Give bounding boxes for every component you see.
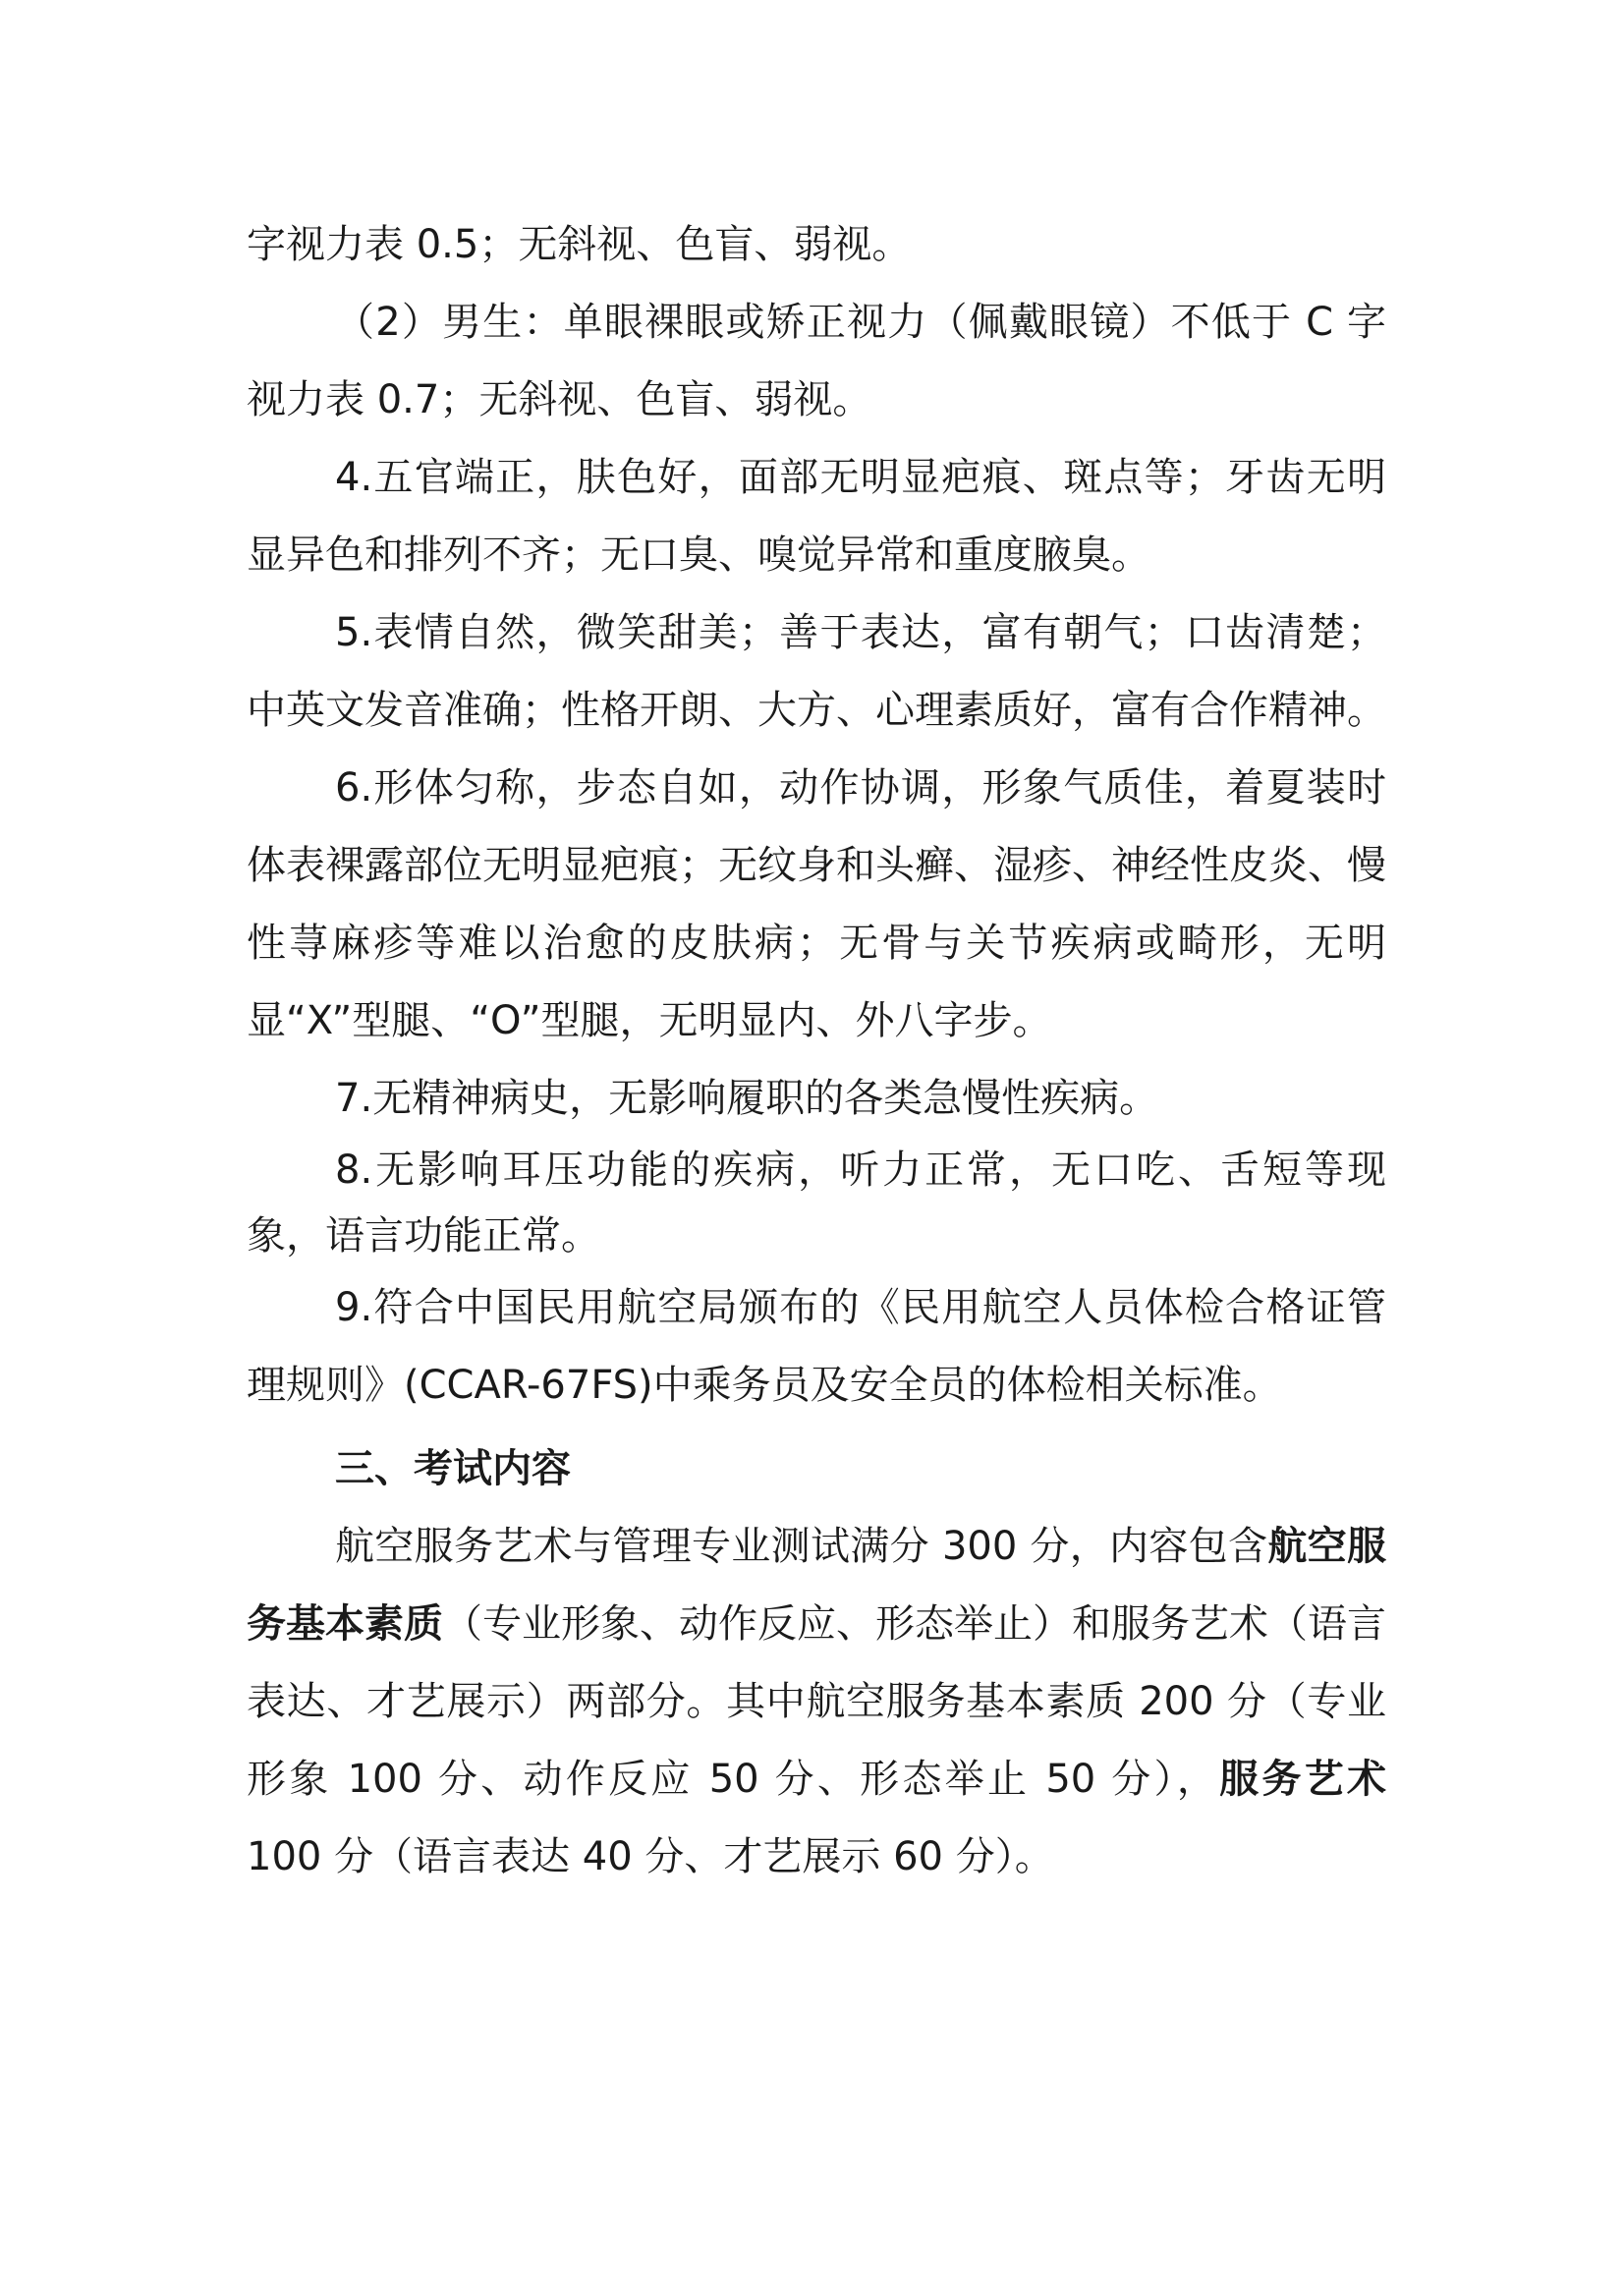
exam-bold-service-art: 服务艺术 bbox=[1219, 1757, 1386, 1802]
paragraph-item-6: 6.形体匀称，步态自如，动作协调，形象气质佳，着夏装时体表裸露部位无明显疤痕；无纹身和头癣、湿疹、神经性皮炎、慢性荨麻疹等难以治愈的皮肤病；无骨与关节疾病或畸形，无明显“X”型腿、“O”型腿，无明显内、外八字步。 bbox=[247, 765, 1386, 1043]
document-body bbox=[247, 206, 1386, 1896]
paragraph-item-8: 8.无影响耳压功能的疾病，听力正常，无口吃、舌短等现象，语言功能正常。 bbox=[247, 1148, 1386, 1259]
paragraph-vision-female-tail: 字视力表 0.5；无斜视、色盲、弱视。 bbox=[247, 222, 912, 267]
paragraph-item-4: 4.五官端正，肤色好，面部无明显疤痕、斑点等；牙齿无明显异色和排列不齐；无口臭、嗅觉异常和重度腋臭。 bbox=[247, 455, 1386, 578]
exam-text-1: 航空服务艺术与管理专业测试满分 300 分，内容包含 bbox=[335, 1524, 1268, 1569]
paragraph-item-5: 5.表情自然，微笑甜美；善于表达，富有朝气；口齿清楚；中英文发音准确；性格开朗、大方、心理素质好，富有合作精神。 bbox=[247, 610, 1386, 733]
paragraph-item-7: 7.无精神病史，无影响履职的各类急慢性疾病。 bbox=[335, 1076, 1159, 1121]
exam-text-2: （专业形象、动作反应、形态举止）和服务艺术（语言表达、才艺展示）两部分。其中航空服务基本素质 200 分（专业形象 100 分、动作反应 50 分、形态举止 50 分）， bbox=[247, 1601, 1386, 1802]
paragraph-exam-content bbox=[247, 1508, 1386, 1896]
exam-bold-basic-quality: 航空服务基本素质 bbox=[247, 1524, 1387, 1647]
paragraph-item-9: 9.符合中国民用航空局颁布的《民用航空人员体检合格证管理规则》(CCAR-67FS)中乘务员及安全员的体检相关标准。 bbox=[247, 1285, 1386, 1408]
paragraph-vision-male: （2）男生：单眼裸眼或矫正视力（佩戴眼镜）不低于 C 字视力表 0.7；无斜视、色盲、弱视。 bbox=[247, 300, 1386, 422]
exam-text-3: 100 分（语言表达 40 分、才艺展示 60 分）。 bbox=[247, 1834, 1054, 1879]
section-heading: 三、考试内容 bbox=[335, 1446, 571, 1491]
